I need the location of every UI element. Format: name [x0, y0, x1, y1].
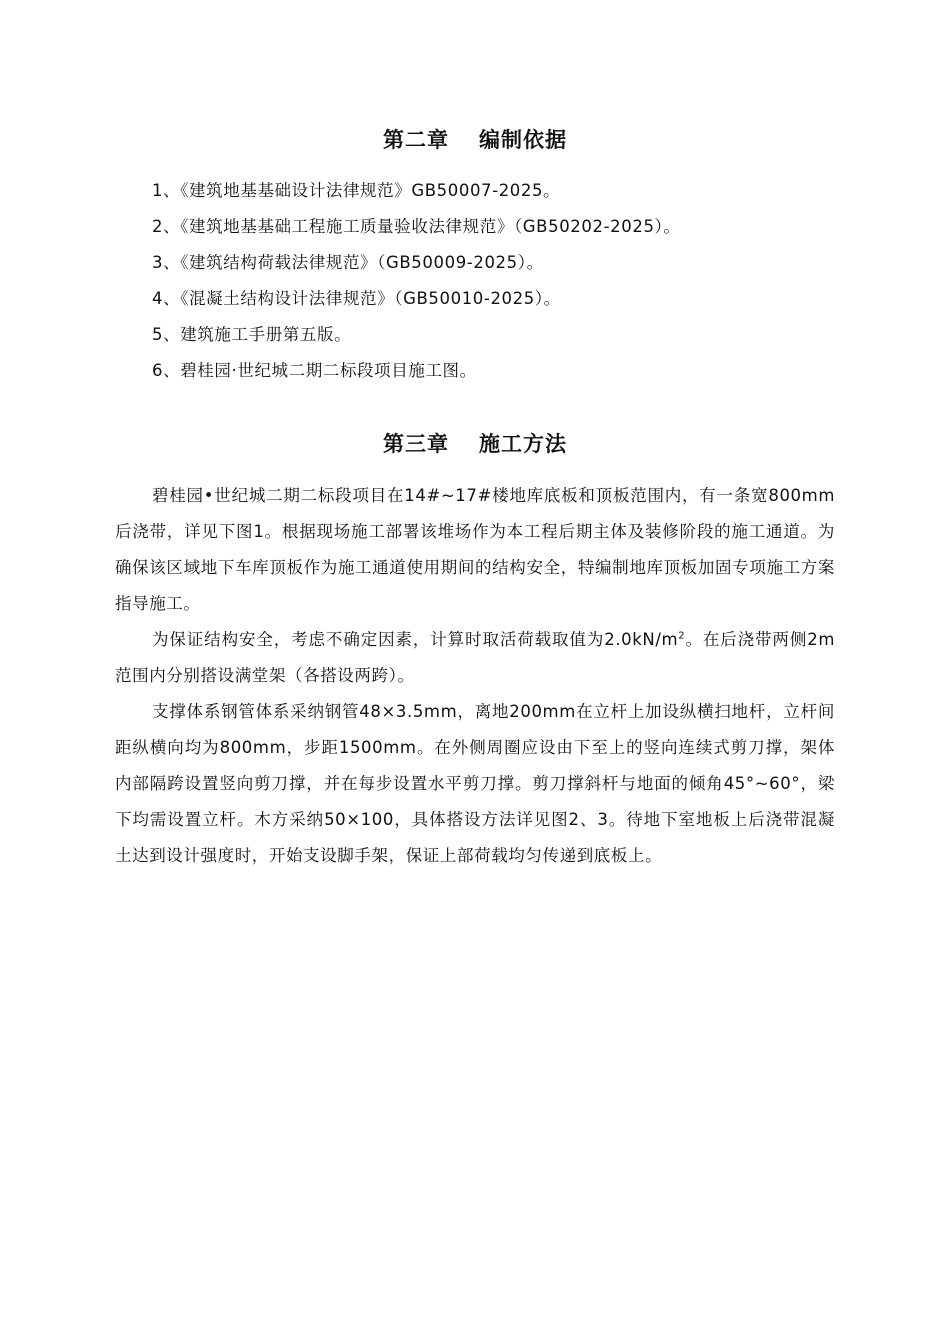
superscript: 2 [678, 630, 686, 642]
reference-item: 4、《混凝土结构设计法律规范》（GB50010-2025）。 [152, 289, 561, 308]
chapter-3-name: 施工方法 [479, 432, 567, 456]
paragraph-support-system: 支撑体系钢管体系采纳钢管48×3.5mm，离地200mm在立杆上加设纵横扫地杆，立杆间距纵横向均为800mm，步距1500mm。在外侧周圈应设由下至上的竖向连续式剪刀撑，架体内部隔跨设置竖向剪刀撑，并在每步设置水平剪刀撑。剪刀撑斜杆与地面的倾角45°~60°，梁下均需设置立杆。木方采纳50×100，具体搭设方法详见图2、3。待地下室地板上后浇带混凝土达到设计强度时，开始支设脚手架，保证上部荷载均匀传递到底板上。 [115, 702, 835, 865]
chapter-2-title [0, 124, 950, 154]
reference-item: 3、《建筑结构荷载法律规范》（GB50009-2025）。 [152, 253, 544, 272]
paragraph-load-text-cont: 。在后浇带两侧2m范围内分别搭设满堂架（各搭设两跨）。 [115, 630, 835, 685]
chapter-3-body [115, 478, 835, 874]
paragraph-load [115, 622, 835, 694]
chapter-2-number: 第二章 [383, 128, 449, 152]
reference-list [152, 176, 681, 392]
chapter-3-title [0, 428, 950, 458]
paragraph-overview: 碧桂园•世纪城二期二标段项目在14#~17#楼地库底板和顶板范围内，有一条宽800mm后浇带，详见下图1。根据现场施工部署该堆场作为本工程后期主体及装修阶段的施工通道。为确保该区域地下车库顶板作为施工通道使用期间的结构安全，特编制地库顶板加固专项施工方案指导施工。 [115, 486, 835, 613]
reference-item: 2、《建筑地基基础工程施工质量验收法律规范》（GB50202-2025）。 [152, 217, 681, 236]
reference-item: 1、《建筑地基基础设计法律规范》GB50007-2025。 [152, 181, 561, 200]
reference-item: 5、建筑施工手册第五版。 [152, 325, 352, 344]
chapter-2-name: 编制依据 [479, 128, 567, 152]
paragraph-load-text: 为保证结构安全，考虑不确定因素，计算时取活荷载取值为2.0kN/m [152, 630, 679, 649]
reference-item: 6、碧桂园·世纪城二期二标段项目施工图。 [152, 361, 477, 380]
chapter-3-number: 第三章 [383, 432, 449, 456]
